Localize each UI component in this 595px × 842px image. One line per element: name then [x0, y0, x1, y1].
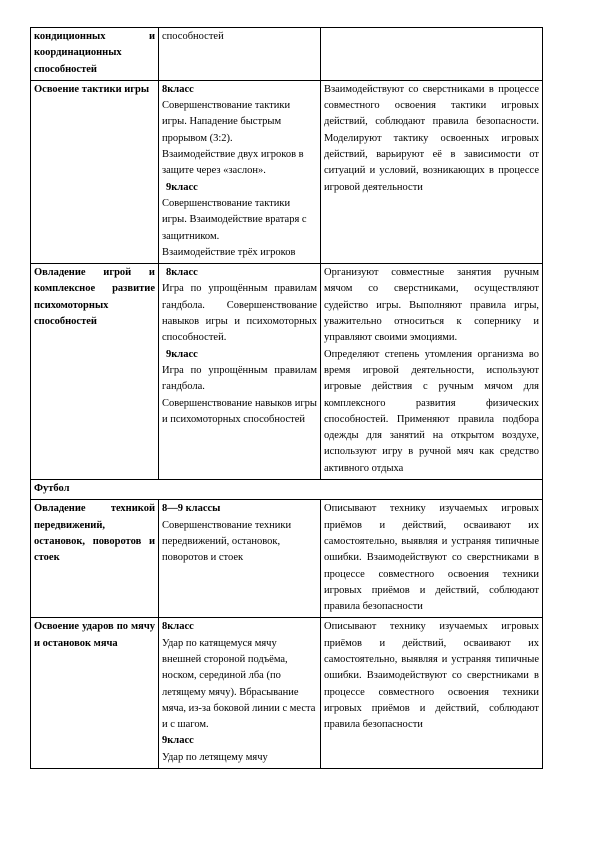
section-title: Футбол [31, 480, 543, 500]
content-text: Совершенствование навыков игры и психомоторных способностей [162, 397, 317, 425]
activity-text: Описывают технику изучаемых игровых приёмов и действий, осваивают их самостоятельно, выявляя и устраняя типичные ошибки. Взаимодействуют со сверстниками в процессе совместного освоения техники игровых приёмов и действий, соблюдают правила безопасности [324, 503, 539, 613]
content-text: Удар по летящему мячу [162, 751, 268, 763]
topic-cell: Овладение игрой и комплексное развитие психомоторных способностей [31, 264, 159, 480]
topic-cell: Освоение ударов по мячу и остановок мяча [31, 618, 159, 769]
activity-cell [321, 618, 543, 769]
topic-cell: кондиционных и координационных способностей [31, 28, 159, 81]
content-text: Взаимодействие двух игроков в защите через «заслон». [162, 149, 304, 177]
topic-cell: Овладение техникой передвижений, остановок, поворотов и стоек [31, 500, 159, 618]
table-row [31, 264, 543, 480]
content-text: Удар по катящемуся мячу внешней стороной подъёма, носком, серединой лба (по летящему мячу). Вбрасывание мяча, из-за боковой линии с места и с шагом. [162, 637, 316, 731]
content-cell [159, 618, 321, 769]
content-text: способностей [162, 31, 224, 42]
grade-label: 8класс [162, 621, 194, 633]
grade-label: 9класс [162, 735, 194, 747]
content-text: Совершенствование техники передвижений, остановок, поворотов и стоек [162, 519, 292, 564]
activity-text: Взаимодействуют со сверстниками в процессе совместного освоения тактики игровых действий, соблюдают правила безопасности. Моделируют тактику освоенных игровых действий, варьируют её в зависимости от ситуаций и условий, возникающих в процессе игровой деятельности [324, 83, 539, 193]
content-text: Игра по упрощённым правилам гандбола. Совершенствование навыков игры и психомоторных способностей. [162, 283, 317, 344]
content-text: Взаимодействие трёх игроков [162, 246, 296, 258]
section-row [31, 480, 543, 500]
grade-label: 8—9 классы [162, 503, 221, 515]
table-row [31, 618, 543, 769]
activity-cell [321, 28, 543, 81]
table-row [31, 80, 543, 263]
table-row [31, 500, 543, 618]
content-cell [159, 80, 321, 263]
table-row [31, 28, 543, 81]
content-cell [159, 28, 321, 81]
activity-text: Организуют совместные занятия ручным мячом со сверстниками, осуществляют судейство игры. Выполняют правила игры, уважительно относиться к сопернику и управляют своими эмоциями. [324, 267, 539, 344]
curriculum-table [30, 27, 543, 769]
activity-text: Описывают технику изучаемых игровых приёмов и действий, осваивают их самостоятельно, выявляя и устраняя типичные ошибки. Взаимодействуют со сверстниками в процессе совместного освоения техники игровых приёмов и действий, соблюдают правила безопасности [324, 621, 539, 731]
activity-cell [321, 80, 543, 263]
content-text: Игра по упрощённым правилам гандбола. [162, 364, 317, 393]
content-text: Совершенствование тактики игры. Нападение быстрым прорывом (3:2). [162, 100, 291, 144]
content-cell [159, 500, 321, 618]
grade-label: 8класс [162, 83, 194, 95]
activity-cell [321, 264, 543, 480]
content-text: Совершенствование тактики игры. Взаимодействие вратаря с защитником. [162, 197, 307, 242]
topic-cell: Освоение тактики игры [31, 80, 159, 263]
grade-label: 9класс [166, 181, 198, 193]
activity-text: Определяют степень утомления организма во время игровой деятельности, используют игровые действия с ручным мячом для комплексного развития физических способностей. Применяют правила подбора одежды для занятий на открытом воздухе, используют игру в ручной мяч как средство активного отдыха [324, 348, 539, 474]
grade-label: 8класс [166, 267, 198, 279]
activity-cell [321, 500, 543, 618]
content-cell [159, 264, 321, 480]
grade-label: 9класс [166, 348, 198, 360]
